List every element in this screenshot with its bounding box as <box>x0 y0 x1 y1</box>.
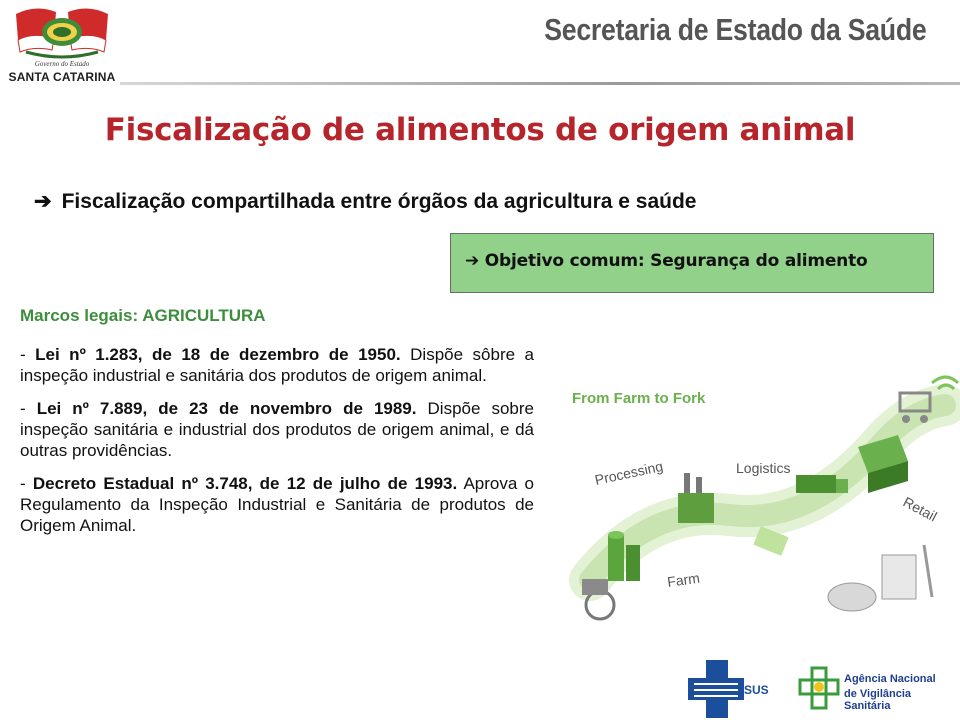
legal-item: - Lei nº 7.889, de 23 de novembro de 1989. Dispõe sobre inspeção sanitária e industrial dos produtos de origem animal, e dá outras providências. <box>20 399 535 460</box>
slide-header <box>0 0 960 92</box>
anvisa-cross-icon <box>798 662 840 712</box>
santa-catarina-emblem-icon <box>6 2 118 60</box>
arrow-right-icon: ➔ <box>34 190 52 213</box>
anvisa-line-2: de Vigilância Sanitária <box>844 688 912 712</box>
factory-icon <box>678 473 714 523</box>
groceries-icon <box>828 545 932 611</box>
bullet-shared-inspection <box>34 189 697 214</box>
stage-label-logistics: Logistics <box>736 460 791 476</box>
legal-heading: Marcos legais: AGRICULTURA <box>20 306 266 325</box>
anvisa-line-1: Agência Nacional <box>844 673 936 685</box>
logo-caption-small: Governo do Estado <box>34 60 90 68</box>
legal-item-law: Lei nº 7.889, de 23 de novembro de 1989. <box>36 399 417 418</box>
sus-label: SUS <box>744 683 769 697</box>
stage-label-processing: Processing <box>593 457 665 488</box>
objective-box <box>450 233 934 293</box>
farm-to-fork-illustration <box>560 365 960 640</box>
legal-item: - Decreto Estadual nº 3.748, de 12 de julho de 1993. Aprova o Regulamento da Inspeção Industrial e Sanitária de produtos de Origem Animal. <box>20 474 534 535</box>
logo-caption-state: SANTA CATARINA <box>8 70 116 84</box>
objective-text: Objetivo comum: Segurança do alimento <box>484 251 868 271</box>
arrow-right-icon: ➔ <box>465 251 485 271</box>
graphic-headline: From Farm to Fork <box>572 390 706 407</box>
legal-item-description: Dispõe sobre inspeção sanitária e industrial dos produtos de origem animal, e dá outras providências. <box>20 399 535 460</box>
santa-catarina-logo <box>6 2 118 88</box>
objective-line <box>465 251 868 271</box>
legal-item-description: Dispõe sôbre a inspeção industrial e sanitária dos produtos de origem animal. <box>20 345 534 385</box>
department-title: Secretaria de Estado da Saúde <box>543 12 926 47</box>
legal-item-description: Aprova o Regulamento da Inspeção Industrial e Sanitária de produtos de Origem Animal. <box>20 474 534 535</box>
farm-to-fork-graphic <box>560 365 960 640</box>
stage-label-farm: Farm <box>666 569 701 590</box>
sus-cross-icon <box>688 660 744 718</box>
slide-title: Fiscalização de alimentos de origem animal <box>104 112 856 148</box>
legal-item-law: Lei nº 1.283, de 18 de dezembro de 1950. <box>35 345 401 364</box>
sus-logo <box>688 660 784 718</box>
stage-label-retail: Retail <box>900 493 940 525</box>
legal-item: - Lei nº 1.283, de 18 de dezembro de 1950. Dispõe sôbre a inspeção industrial e sanitária dos produtos de origem animal. <box>20 345 534 385</box>
header-divider <box>120 82 960 85</box>
legal-list <box>20 344 534 548</box>
bullet-text: Fiscalização compartilhada entre órgãos da agricultura e saúde <box>61 190 697 213</box>
legal-item-law: Decreto Estadual nº 3.748, de 12 de julho de 1993. <box>32 474 458 493</box>
anvisa-logo <box>798 662 958 714</box>
